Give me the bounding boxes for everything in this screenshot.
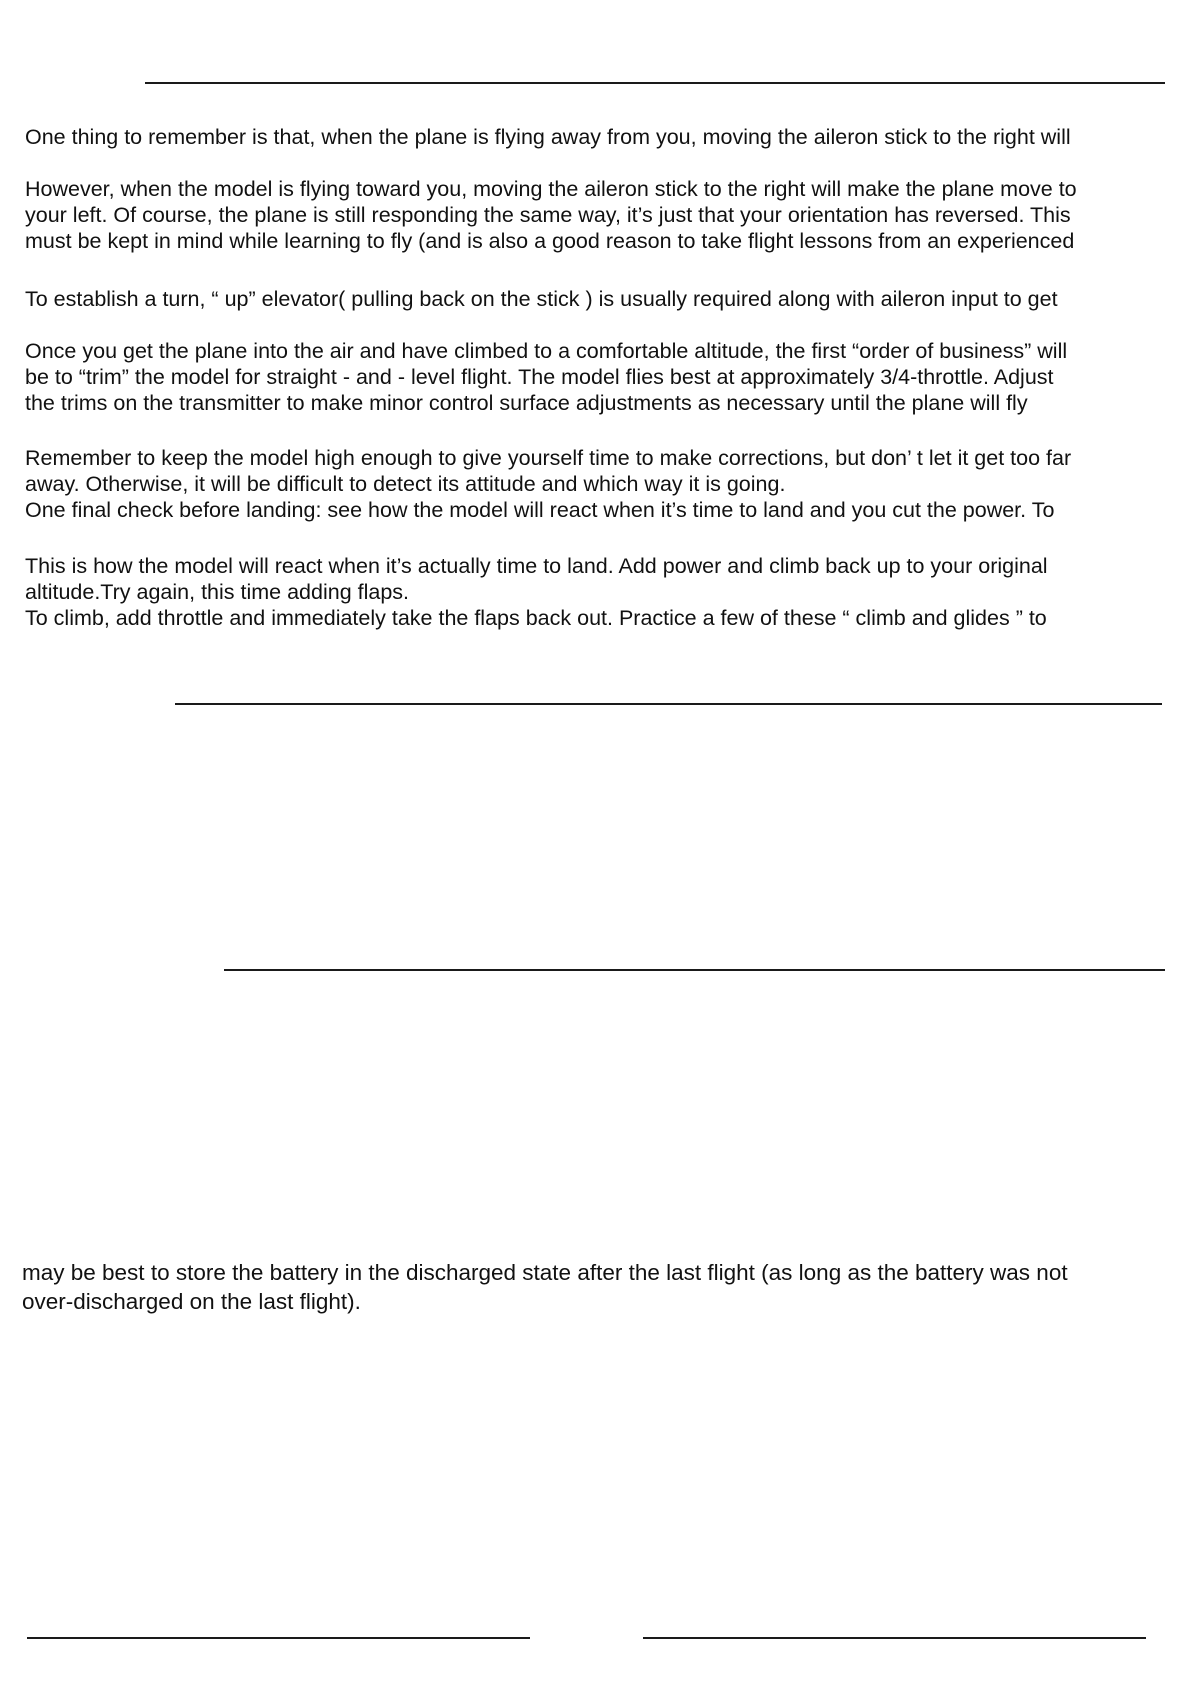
text-line: To establish a turn, “ up” elevator( pulling back on the stick ) is usually required along with aileron input to get [25, 287, 1058, 311]
paragraph-battery-storage [22, 1258, 1172, 1316]
paragraph-aileron-toward [25, 176, 1175, 254]
text-line: be to “trim” the model for straight - and - level flight. The model flies best at approximately 3/4-throttle. Adjust [25, 365, 1054, 389]
top-divider [145, 82, 1165, 84]
paragraph-landing [25, 553, 1175, 631]
text-line: One final check before landing: see how the model will react when it’s time to land and you cut the power. To [25, 498, 1055, 522]
text-line: Once you get the plane into the air and have climbed to a comfortable altitude, the first “order of business” will [25, 339, 1068, 363]
text-line: over-discharged on the last flight). [22, 1289, 361, 1314]
paragraph-turn [25, 286, 1175, 312]
footer-divider-right [643, 1637, 1146, 1639]
text-line: may be best to store the battery in the discharged state after the last flight (as long as the battery was not [22, 1260, 1068, 1285]
text-line: altitude.Try again, this time adding flaps. [25, 580, 410, 604]
text-line: your left. Of course, the plane is still responding the same way, it’s just that your orientation has reversed. This [25, 203, 1071, 227]
text-line: However, when the model is flying toward you, moving the aileron stick to the right will make the plane move to [25, 177, 1077, 201]
footer-divider-left [27, 1637, 530, 1639]
text-line: To climb, add throttle and immediately take the flaps back out. Practice a few of these “ climb and glides ” to [25, 606, 1047, 630]
text-line: must be kept in mind while learning to fly (and is also a good reason to take flight lessons from an experienced [25, 229, 1075, 253]
paragraph-trim [25, 338, 1175, 416]
text-line: Remember to keep the model high enough to give yourself time to make corrections, but don’ t let it get too far [25, 446, 1072, 470]
text-line: the trims on the transmitter to make minor control surface adjustments as necessary until the plane will fly [25, 391, 1028, 415]
section-divider-1 [175, 703, 1162, 705]
paragraph-altitude [25, 445, 1175, 523]
paragraph-aileron-away [25, 124, 1175, 150]
section-divider-2 [224, 969, 1165, 971]
text-line: This is how the model will react when it’s actually time to land. Add power and climb back up to your original [25, 554, 1048, 578]
text-line: One thing to remember is that, when the plane is flying away from you, moving the aileron stick to the right will [25, 125, 1071, 149]
text-line: away. Otherwise, it will be difficult to detect its attitude and which way it is going. [25, 472, 786, 496]
